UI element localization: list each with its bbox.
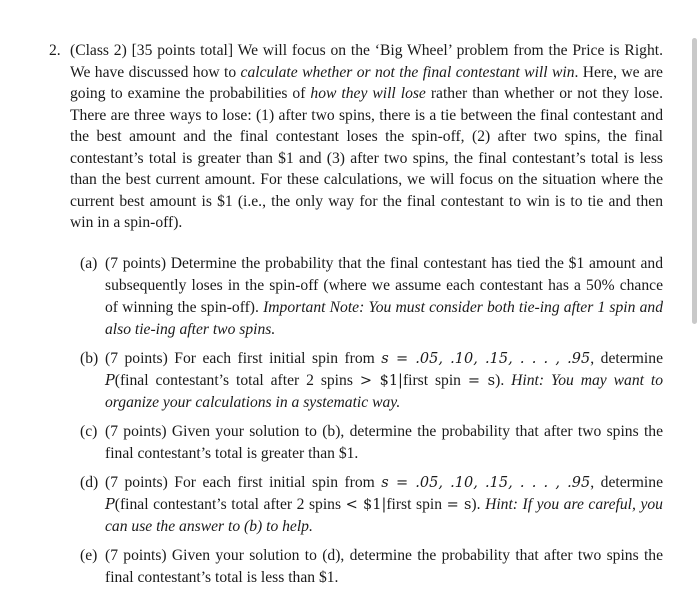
part-a	[80, 253, 663, 341]
part-text: (7 points) For each first initial spin from	[105, 474, 382, 491]
part-label: (e)	[80, 547, 98, 564]
problem-parts	[80, 253, 663, 596]
part-hint: Hint: If you are careful, you can use the answer to (b) to help.	[105, 496, 663, 535]
part-d	[80, 472, 663, 538]
part-text: (final contestant’s total after 2 spins	[114, 496, 346, 513]
intro-text-3: rather than whether or not they lose. There are three ways to lose: (1) after two spins, there is a tie between the final contestant and the best amount and the final contestant loses the spin-off, (2) after two spins, the final contestant’s total is greater than $1 and (3) after two spins, the final contestant’s total is less than the best current amount. For these calculations, we will focus on the situation where the current best amount is $1 (i.e., the only way for the final contestant to win is to tie and then win in a spin-off).	[70, 85, 663, 231]
part-text: (7 points) Determine the probability that the final contestant has tied the $1 amount and subsequently loses in the spin-off (where we assume each contestant has a 50% chance of winning the spin-off).	[105, 255, 663, 316]
part-e	[80, 545, 663, 589]
part-c	[80, 421, 663, 465]
math-expression: = s	[446, 497, 472, 513]
part-text: ).	[471, 496, 486, 513]
math-expression: = s	[467, 373, 496, 389]
math-expression: > $1|	[359, 373, 403, 389]
intro-italic-2: how they will lose	[310, 85, 426, 102]
vertical-scrollbar[interactable]	[692, 38, 697, 324]
part-text: , determine	[590, 474, 663, 491]
part-label: (b)	[80, 350, 99, 367]
part-b	[80, 348, 663, 414]
part-text: (7 points) Given your solution to (d), determine the probability that after two spins the final contestant’s total is less than $1.	[105, 547, 663, 586]
math-expression: < $1|	[345, 497, 387, 513]
intro-text-1: (Class 2) [35 points total] We will focus on the ‘Big Wheel’ problem from the Price is Right. We have discussed how to	[70, 42, 663, 81]
math-expression: P	[105, 373, 115, 389]
part-text: (7 points) For each first initial spin from	[105, 350, 382, 367]
part-text: (7 points) Given your solution to (b), determine the probability that after two spins the final contestant’s total is greater than $1.	[105, 423, 663, 462]
part-hint: Hint: You may want to organize your calculations in a systematic way.	[105, 372, 663, 411]
part-label: (d)	[80, 474, 99, 491]
part-text: (final contestant’s total after 2 spins	[114, 372, 360, 389]
math-expression: P	[105, 497, 115, 513]
intro-italic-1: calculate whether or not the final contestant will win	[240, 63, 575, 81]
math-expression: s = .05, .10, .15, . . . , .95	[381, 351, 591, 367]
part-text: first spin	[386, 496, 447, 513]
math-expression: s = .05, .10, .15, . . . , .95	[381, 475, 591, 491]
part-label: (c)	[80, 423, 98, 440]
part-label: (a)	[80, 255, 98, 272]
problem-number: 2.	[49, 42, 61, 59]
part-text: , determine	[590, 350, 663, 367]
part-text: ).	[495, 372, 512, 389]
intro-text-2: . Here, we are going to examine the probabilities of	[70, 63, 663, 102]
part-note: Important Note: You must consider both tie-ing after 1 spin and also tie-ing after two spins.	[105, 299, 663, 338]
problem-intro	[70, 40, 663, 234]
problem-2	[49, 40, 663, 234]
part-text: first spin	[402, 372, 468, 389]
